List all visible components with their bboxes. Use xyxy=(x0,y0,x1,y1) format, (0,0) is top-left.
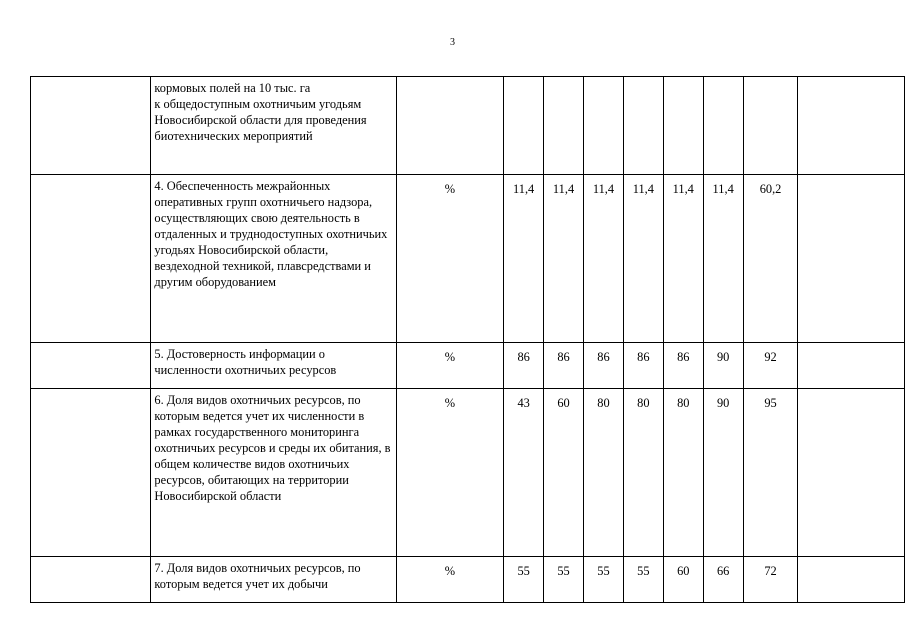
value-cell: 80 xyxy=(663,389,703,557)
value-cell: 60 xyxy=(544,389,584,557)
value-cell xyxy=(743,77,798,175)
value-cell: 92 xyxy=(743,343,798,389)
value-cell: 11,4 xyxy=(544,175,584,343)
table-row xyxy=(31,557,905,603)
page-number: 3 xyxy=(450,37,455,48)
value-cell: 43 xyxy=(504,389,544,557)
value-cell: 86 xyxy=(584,343,624,389)
unit-cell: % xyxy=(396,389,504,557)
value-cell: 55 xyxy=(623,557,663,603)
value-cell xyxy=(623,77,663,175)
indicator-name xyxy=(151,77,396,175)
note-cell xyxy=(798,557,905,603)
value-cell xyxy=(663,77,703,175)
table-row xyxy=(31,389,905,557)
indicator-line: кормовых полей на 10 тыс. га xyxy=(154,81,311,95)
indicator-name: 5. Достоверность информации о численности охотничьих ресурсов xyxy=(151,343,396,389)
value-cell: 90 xyxy=(703,389,743,557)
value-cell: 72 xyxy=(743,557,798,603)
value-cell: 95 xyxy=(743,389,798,557)
unit-cell xyxy=(396,77,504,175)
value-cell xyxy=(504,77,544,175)
value-cell: 11,4 xyxy=(504,175,544,343)
indicator-line: к общедоступным охотничьим угодьям Новосибирской области для проведения биотехнических мероприятий xyxy=(154,97,367,143)
indicator-name: 4. Обеспеченность межрайонных оперативных групп охотничьего надзора, осуществляющих свою деятельность в отдаленных и труднодоступных охотничьих угодьях Новосибирской области, вездеходной техникой, плавсредствами и другим оборудованием xyxy=(151,175,396,343)
table-row xyxy=(31,77,905,175)
indicator-name: 7. Доля видов охотничьих ресурсов, по которым ведется учет их добычи xyxy=(151,557,396,603)
value-cell: 80 xyxy=(623,389,663,557)
indicators-table xyxy=(30,76,905,603)
note-cell xyxy=(798,77,905,175)
value-cell: 11,4 xyxy=(703,175,743,343)
program-cell xyxy=(31,557,151,603)
value-cell xyxy=(544,77,584,175)
program-cell xyxy=(31,175,151,343)
unit-cell: % xyxy=(396,175,504,343)
program-cell xyxy=(31,77,151,175)
value-cell: 11,4 xyxy=(663,175,703,343)
table-row xyxy=(31,175,905,343)
program-cell xyxy=(31,389,151,557)
value-cell: 60 xyxy=(663,557,703,603)
note-cell xyxy=(798,175,905,343)
unit-cell: % xyxy=(396,557,504,603)
note-cell xyxy=(798,343,905,389)
value-cell: 86 xyxy=(623,343,663,389)
value-cell: 11,4 xyxy=(623,175,663,343)
value-cell: 86 xyxy=(504,343,544,389)
value-cell: 55 xyxy=(504,557,544,603)
value-cell: 86 xyxy=(544,343,584,389)
value-cell: 11,4 xyxy=(584,175,624,343)
unit-cell: % xyxy=(396,343,504,389)
value-cell: 86 xyxy=(663,343,703,389)
program-cell xyxy=(31,343,151,389)
value-cell: 90 xyxy=(703,343,743,389)
indicator-name: 6. Доля видов охотничьих ресурсов, по которым ведется учет их численности в рамках государственного мониторинга охотничьих ресурсов и среды их обитания, в общем количестве видов охотничьих ресурсов, обитающих на территории Новосибирской области xyxy=(151,389,396,557)
value-cell xyxy=(703,77,743,175)
value-cell xyxy=(584,77,624,175)
note-cell xyxy=(798,389,905,557)
value-cell: 60,2 xyxy=(743,175,798,343)
value-cell: 55 xyxy=(544,557,584,603)
value-cell: 66 xyxy=(703,557,743,603)
table-row xyxy=(31,343,905,389)
value-cell: 80 xyxy=(584,389,624,557)
value-cell: 55 xyxy=(584,557,624,603)
